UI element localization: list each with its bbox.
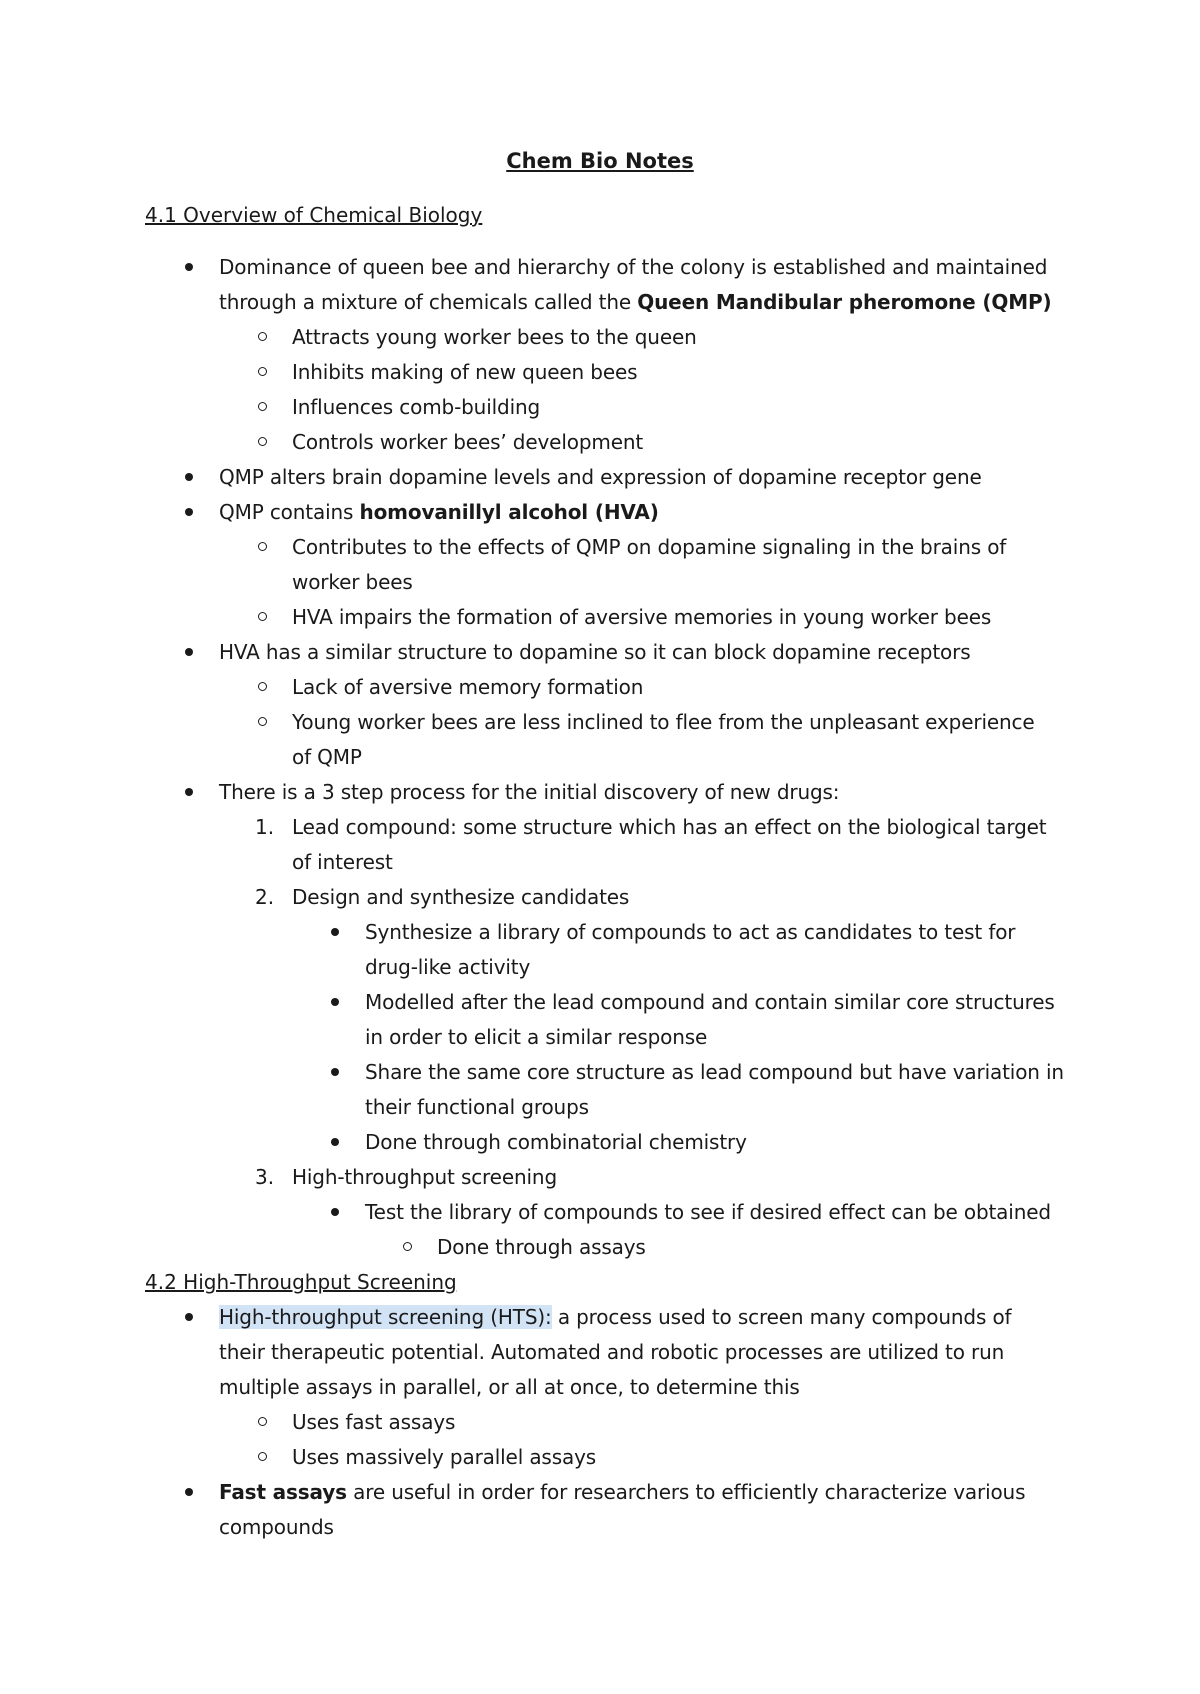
list-number: 2. <box>255 885 275 909</box>
circle-bullet-icon <box>258 1452 267 1461</box>
bullet-icon <box>185 1488 193 1496</box>
list-item: Uses fast assays <box>292 1410 456 1434</box>
bullet-icon <box>185 1313 193 1321</box>
list-item: Done through assays <box>437 1235 646 1259</box>
list-item-continuation: of interest <box>292 850 393 874</box>
list-item: Uses massively parallel assays <box>292 1445 597 1469</box>
bullet-icon <box>185 788 193 796</box>
list-item-continuation: drug-like activity <box>365 955 531 979</box>
bold-term: homovanillyl alcohol (HVA) <box>359 500 659 524</box>
list-item-continuation: through a mixture of chemicals called the Queen Mandibular pheromone (QMP) <box>219 290 1052 314</box>
list-item-continuation: compounds <box>219 1515 334 1539</box>
list-item-continuation: their functional groups <box>365 1095 589 1119</box>
list-item: QMP contains homovanillyl alcohol (HVA) <box>219 500 659 524</box>
list-number: 1. <box>255 815 275 839</box>
list-item: Inhibits making of new queen bees <box>292 360 638 384</box>
list-item: Modelled after the lead compound and contain similar core structures <box>365 990 1055 1014</box>
list-item: QMP alters brain dopamine levels and expression of dopamine receptor gene <box>219 465 982 489</box>
list-item: Fast assays are useful in order for researchers to efficiently characterize various <box>219 1480 1026 1504</box>
list-number: 3. <box>255 1165 275 1189</box>
bullet-icon <box>331 1138 339 1146</box>
section-heading-4-1: 4.1 Overview of Chemical Biology <box>145 203 483 227</box>
list-item: Done through combinatorial chemistry <box>365 1130 747 1154</box>
list-item: Dominance of queen bee and hierarchy of the colony is established and maintained <box>219 255 1048 279</box>
bold-term: Fast assays <box>219 1480 347 1504</box>
list-item: HVA impairs the formation of aversive memories in young worker bees <box>292 605 992 629</box>
circle-bullet-icon <box>258 612 267 621</box>
circle-bullet-icon <box>258 1417 267 1426</box>
numbered-item: High-throughput screening <box>292 1165 558 1189</box>
list-item: Test the library of compounds to see if desired effect can be obtained <box>365 1200 1051 1224</box>
list-item: HVA has a similar structure to dopamine so it can block dopamine receptors <box>219 640 971 664</box>
section-heading-4-2: 4.2 High-Throughput Screening <box>145 1270 457 1294</box>
bullet-icon <box>185 263 193 271</box>
circle-bullet-icon <box>258 682 267 691</box>
list-item: Young worker bees are less inclined to flee from the unpleasant experience <box>292 710 1035 734</box>
list-item: Share the same core structure as lead compound but have variation in <box>365 1060 1064 1084</box>
bullet-icon <box>331 928 339 936</box>
list-item: High-throughput screening (HTS): a process used to screen many compounds of <box>219 1305 1012 1329</box>
list-item: Controls worker bees’ development <box>292 430 644 454</box>
circle-bullet-icon <box>258 332 267 341</box>
bullet-icon <box>331 1208 339 1216</box>
numbered-item: Design and synthesize candidates <box>292 885 630 909</box>
numbered-item: Lead compound: some structure which has an effect on the biological target <box>292 815 1047 839</box>
bullet-icon <box>185 508 193 516</box>
bold-term: Queen Mandibular pheromone (QMP) <box>637 290 1052 314</box>
document-title: Chem Bio Notes <box>506 149 694 173</box>
list-item: Attracts young worker bees to the queen <box>292 325 697 349</box>
bullet-icon <box>185 473 193 481</box>
circle-bullet-icon <box>258 437 267 446</box>
circle-bullet-icon <box>258 367 267 376</box>
list-item: There is a 3 step process for the initial discovery of new drugs: <box>219 780 840 804</box>
list-item-continuation: of QMP <box>292 745 362 769</box>
list-item-continuation: in order to elicit a similar response <box>365 1025 708 1049</box>
bullet-icon <box>331 1068 339 1076</box>
highlighted-term: High-throughput screening (HTS): <box>219 1305 552 1329</box>
bullet-icon <box>331 998 339 1006</box>
list-item: Contributes to the effects of QMP on dopamine signaling in the brains of <box>292 535 1007 559</box>
list-item: Synthesize a library of compounds to act as candidates to test for <box>365 920 1016 944</box>
list-item-continuation: their therapeutic potential. Automated and robotic processes are utilized to run <box>219 1340 1005 1364</box>
list-item: Influences comb-building <box>292 395 541 419</box>
circle-bullet-icon <box>258 402 267 411</box>
list-item-continuation: worker bees <box>292 570 413 594</box>
circle-bullet-icon <box>258 542 267 551</box>
bullet-icon <box>185 648 193 656</box>
circle-bullet-icon <box>258 717 267 726</box>
circle-bullet-icon <box>403 1242 412 1251</box>
list-item-continuation: multiple assays in parallel, or all at once, to determine this <box>219 1375 800 1399</box>
list-item: Lack of aversive memory formation <box>292 675 644 699</box>
